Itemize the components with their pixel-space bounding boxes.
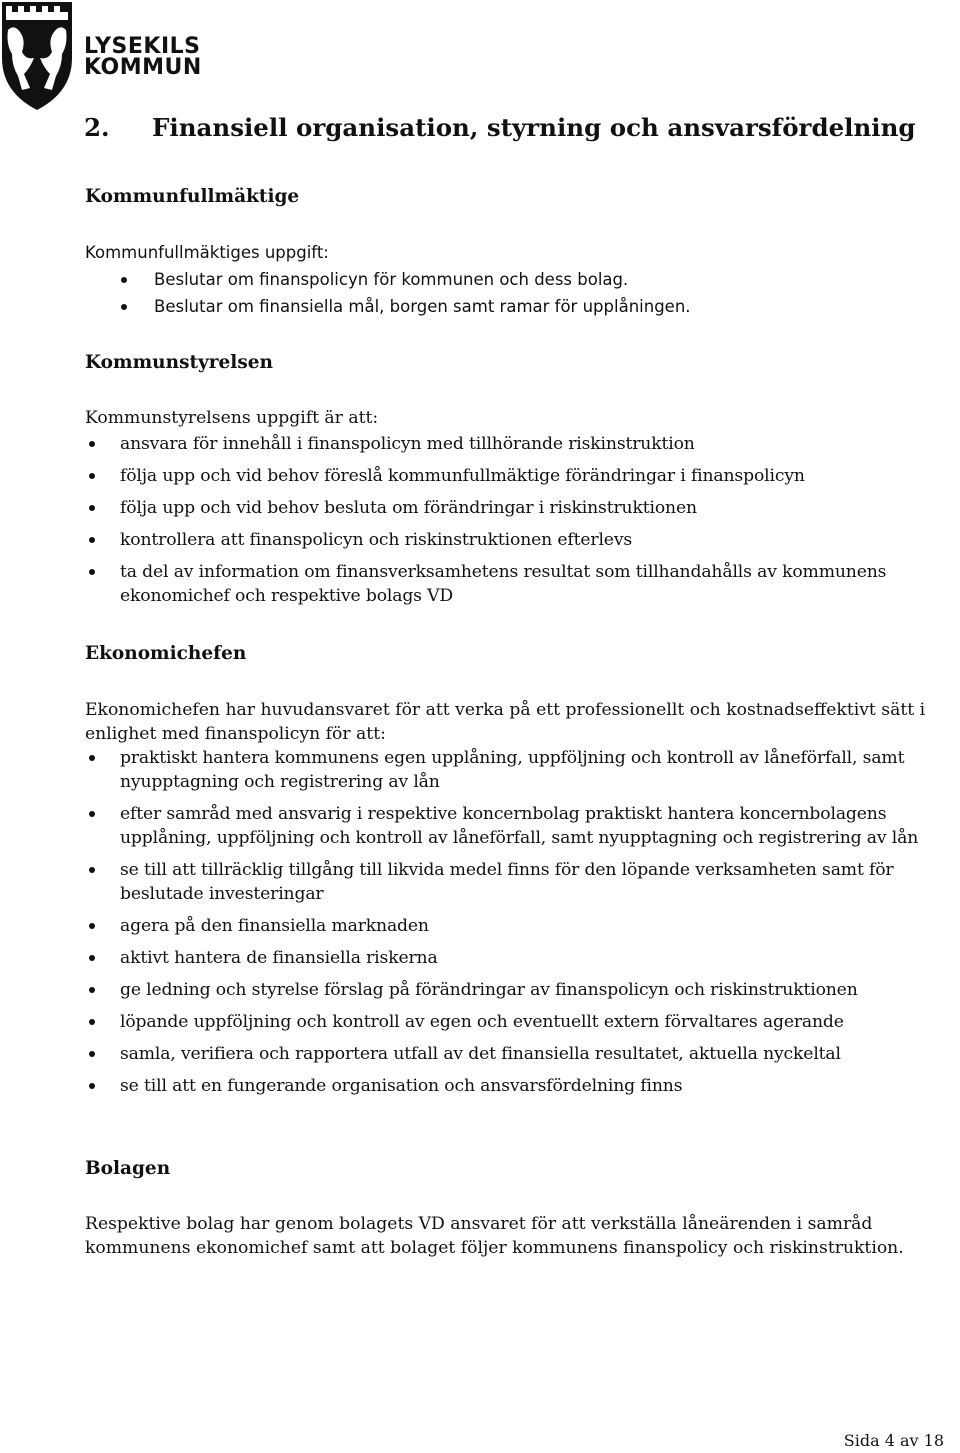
list-item: agera på den finansiella marknaden [86, 914, 958, 938]
list-item: ge ledning och styrelse förslag på förändringar av finanspolicyn och riskinstruktionen [86, 978, 958, 1002]
kommunstyrelsen-intro: Kommunstyrelsens uppgift är att: [85, 408, 379, 428]
list-item: se till att tillräcklig tillgång till likvida medel finns för den löpande verksamheten samt för beslutade investeringar [86, 858, 958, 906]
list-item: Beslutar om finansiella mål, borgen samt ramar för upplåningen. [118, 295, 938, 319]
coat-of-arms-icon [0, 0, 80, 112]
list-item: efter samråd med ansvarig i respektive koncernbolag praktiskt hantera koncernbolagens upplåning, uppföljning och kontroll av låneförfall, samt nyupptagning och registrering av lån [86, 802, 958, 850]
ekonomichefen-list [86, 746, 958, 1106]
list-item: följa upp och vid behov besluta om förändringar i riskinstruktionen [86, 496, 958, 520]
section-heading-kommunfullmaktige: Kommunfullmäktige [85, 186, 300, 207]
list-item: se till att en fungerande organisation och ansvarsfördelning finns [86, 1074, 958, 1098]
list-item: löpande uppföljning och kontroll av egen och eventuellt extern förvaltares agerande [86, 1010, 958, 1034]
section-heading-bolagen: Bolagen [85, 1158, 171, 1179]
municipality-logo [0, 0, 200, 112]
page-number: Sida 4 av 18 [843, 1431, 944, 1450]
list-item: samla, verifiera och rapportera utfall av det finansiella resultatet, aktuella nyckeltal [86, 1042, 958, 1066]
kommunstyrelsen-list [86, 432, 958, 616]
list-item: aktivt hantera de finansiella riskerna [86, 946, 958, 970]
bolagen-text: Respektive bolag har genom bolagets VD ansvaret för att verkställa låneärenden i samråd kommunens ekonomichef samt att bolaget följer kommunens finanspolicy och riskinstruktion. [85, 1214, 904, 1258]
list-item: Beslutar om finanspolicyn för kommunen och dess bolag. [118, 268, 938, 292]
chapter-title: Finansiell organisation, styrning och ansvarsfördelning [152, 113, 916, 142]
list-item: ta del av information om finansverksamhetens resultat som tillhandahålls av kommunens ekonomichef och respektive bolags VD [86, 560, 958, 608]
chapter-heading [84, 113, 916, 142]
kommunfullmaktige-list [118, 268, 938, 322]
section-heading-ekonomichefen: Ekonomichefen [85, 643, 247, 664]
logo-text-line1: LYSEKILS [84, 34, 201, 59]
section-heading-kommunstyrelsen: Kommunstyrelsen [85, 352, 273, 373]
ekonomichefen-intro: Ekonomichefen har huvudansvaret för att verka på ett professionellt och kostnadseffektivt sätt i enlighet med finanspolicyn för att: [85, 700, 926, 744]
list-item: följa upp och vid behov föreslå kommunfullmäktige förändringar i finanspolicyn [86, 464, 958, 488]
logo-text-line2: KOMMUN [84, 55, 202, 80]
kommunfullmaktige-intro: Kommunfullmäktiges uppgift: [85, 243, 329, 262]
list-item: praktiskt hantera kommunens egen upplåning, uppföljning och kontroll av låneförfall, samt nyupptagning och registrering av lån [86, 746, 958, 794]
list-item: ansvara för innehåll i finanspolicyn med tillhörande riskinstruktion [86, 432, 958, 456]
chapter-number: 2. [84, 113, 110, 142]
list-item: kontrollera att finanspolicyn och riskinstruktionen efterlevs [86, 528, 958, 552]
